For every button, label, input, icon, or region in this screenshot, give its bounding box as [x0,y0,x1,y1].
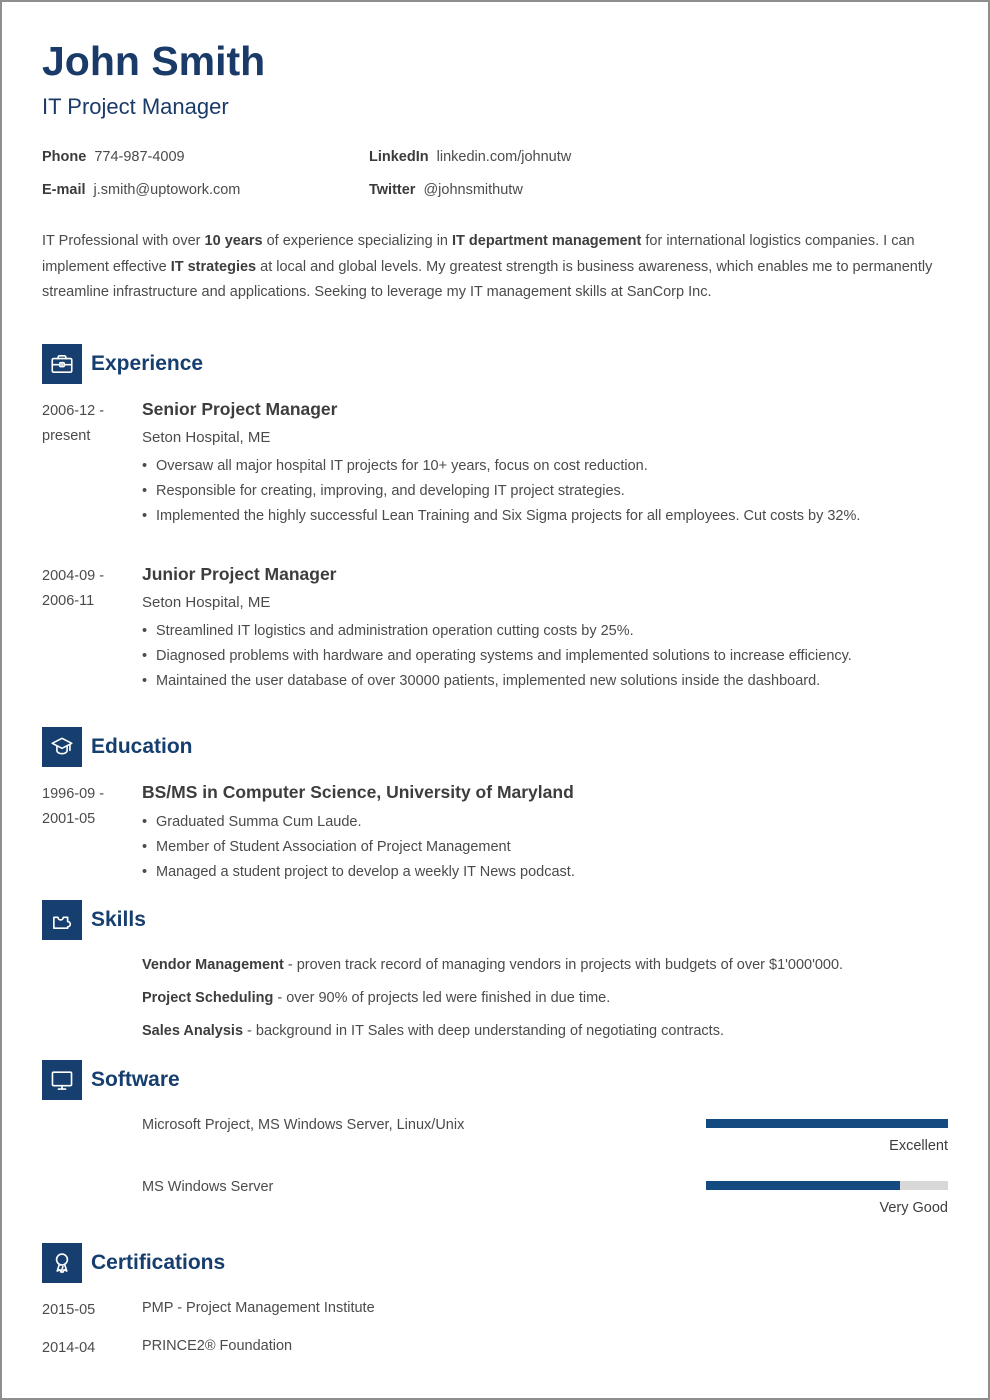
section-header [42,344,948,384]
bullet-dot: • [142,507,148,524]
entry-date-line: 2001-05 [42,810,96,827]
entry-date-line: present [42,427,91,444]
summary-segment: for international logistics companies. I can implement effective [42,233,915,275]
section-header [42,1243,948,1283]
entry-subtitle: Seton Hospital, ME [142,593,271,611]
entry-subtitle: Seton Hospital, ME [142,428,271,446]
certification-date: 2014-04 [42,1339,96,1356]
contact-linkedin [369,147,948,167]
skill-item [42,1021,948,1041]
section-title: Experience [91,351,204,375]
skill-indent-spacer [42,955,142,975]
summary-bold-segment: IT department management [452,233,642,249]
bullet-text: Maintained the user database of over 30000 patients, implemented new solutions inside the dashboard. [156,672,821,689]
bullet-text: Streamlined IT logistics and administration operation cutting costs by 25%. [156,622,634,639]
level-label: Excellent [889,1137,948,1154]
level-bar-fill [706,1119,948,1128]
skill-text [142,955,843,975]
bullet-text: Graduated Summa Cum Laude. [156,813,362,830]
entry-dates [42,564,142,694]
summary-bold-segment: IT strategies [170,258,257,275]
skill-name: Project Scheduling [142,989,274,1006]
bullet-dot: • [142,622,148,639]
entry-title: Junior Project Manager [142,563,337,584]
section-header [42,1060,948,1100]
bullet-item [142,479,948,504]
level-label: Very Good [879,1199,948,1216]
contact-value: j.smith@uptowork.com [93,182,241,198]
level-bar-track [706,1181,948,1190]
section-header [42,727,948,767]
section-title: Skills [91,907,146,931]
graduation-cap-icon [42,727,82,767]
bullet-text: Diagnosed problems with hardware and operating systems and implemented solutions to increase efficiency. [156,647,852,664]
certification-item [42,1336,948,1361]
bullet-dot: • [142,813,148,830]
contact-value: @johnsmithutw [423,182,523,198]
experience-entry [42,399,948,529]
section-title: Software [91,1067,180,1091]
certification-date: 2015-05 [42,1301,96,1318]
bullet-dot: • [142,647,148,664]
contact-info [42,147,948,200]
entry-title: Senior Project Manager [142,398,338,419]
contact-twitter [369,180,948,200]
experience-entries [42,399,948,694]
bullet-item [142,454,948,479]
section-title: Certifications [91,1250,226,1274]
skill-item [42,988,948,1008]
contact-label: Phone [42,149,87,165]
skill-name: Vendor Management [142,956,284,973]
entry-content [142,782,948,885]
bullet-item [142,860,948,885]
skills-section [42,900,948,1041]
summary-segment: IT Professional with over [42,233,205,249]
briefcase-icon [42,344,82,384]
skill-name: Sales Analysis [142,1022,244,1039]
certification-item [42,1298,948,1323]
bullet-item [142,810,948,835]
bullet-dot: • [142,482,148,499]
experience-section [42,344,948,694]
entry-bullets [142,619,948,694]
experience-entry [42,564,948,694]
bullet-text: Managed a student project to develop a weekly IT News podcast. [156,863,575,880]
entry-date-line: 1996-09 - [42,785,105,802]
entry-title: BS/MS in Computer Science, University of Maryland [142,781,574,802]
person-job-title: IT Project Manager [42,94,229,119]
skills-items [42,955,948,1041]
skill-description: - background in IT Sales with deep understanding of negotiating contracts. [243,1022,724,1039]
section-header [42,900,948,940]
software-item [42,1177,948,1218]
education-entries [42,782,948,885]
entry-date-line: 2006-12 - [42,402,105,419]
bullet-item [142,619,948,644]
software-level [706,1115,948,1156]
medal-icon [42,1243,82,1283]
contact-value: 774-987-4009 [94,149,185,165]
certification-items [42,1298,948,1361]
contact-label: LinkedIn [369,149,429,165]
contact-label: E-mail [42,182,86,198]
software-item [42,1115,948,1156]
certification-name: PMP - Project Management Institute [142,1299,375,1316]
entry-bullets [142,454,948,529]
bullet-item [142,504,948,529]
entry-content [142,399,948,529]
bullet-item [142,835,948,860]
summary-segment: of experience specializing in [262,233,453,249]
summary-segment: at local and global levels. My greatest strength is business awareness, which enables me to permanently streamline infrastructure and applications. Seeking to leverage my IT management skills at SanCorp Inc. [42,258,933,300]
entry-content [142,564,948,694]
skill-item [42,955,948,975]
puzzle-piece-icon [42,900,82,940]
software-level [706,1177,948,1218]
contact-email [42,180,369,200]
bullet-item [142,644,948,669]
section-title: Education [91,734,193,758]
person-name: John Smith [42,38,266,84]
skill-text [142,1021,724,1041]
certifications-section [42,1243,948,1361]
skill-description: - over 90% of projects led were finished in due time. [273,989,611,1006]
bullet-text: Responsible for creating, improving, and developing IT project strategies. [156,482,625,499]
certification-name: PRINCE2® Foundation [142,1337,293,1354]
bullet-text: Member of Student Association of Project Management [156,838,511,855]
software-section [42,1060,948,1218]
skill-text [142,988,610,1008]
software-items [42,1115,948,1218]
contact-phone [42,147,369,167]
bullet-text: Implemented the highly successful Lean Training and Six Sigma projects for all employees. Cut costs by 32%. [156,507,861,524]
contact-label: Twitter [369,182,416,198]
contact-value: linkedin.com/johnutw [436,149,572,165]
bullet-dot: • [142,863,148,880]
level-bar-fill [706,1181,900,1190]
entry-dates [42,782,142,885]
software-name: MS Windows Server [142,1178,274,1195]
skill-indent-spacer [42,1021,142,1041]
education-entry [42,782,948,885]
bullet-dot: • [142,457,148,474]
bullet-text: Oversaw all major hospital IT projects for 10+ years, focus on cost reduction. [156,457,648,474]
summary-bold-segment: 10 years [204,233,263,249]
bullet-dot: • [142,672,148,689]
bullet-item [142,669,948,694]
level-bar-track [706,1119,948,1128]
software-name: Microsoft Project, MS Windows Server, Linux/Unix [142,1116,465,1133]
summary-text [42,229,948,306]
entry-date-line: 2006-11 [42,592,95,609]
skill-description: - proven track record of managing vendors in projects with budgets of over $1'000'000. [283,956,844,973]
monitor-icon [42,1060,82,1100]
education-section [42,727,948,885]
bullet-dot: • [142,838,148,855]
entry-dates [42,399,142,529]
entry-bullets [142,810,948,885]
skill-indent-spacer [42,988,142,1008]
entry-date-line: 2004-09 - [42,567,105,584]
